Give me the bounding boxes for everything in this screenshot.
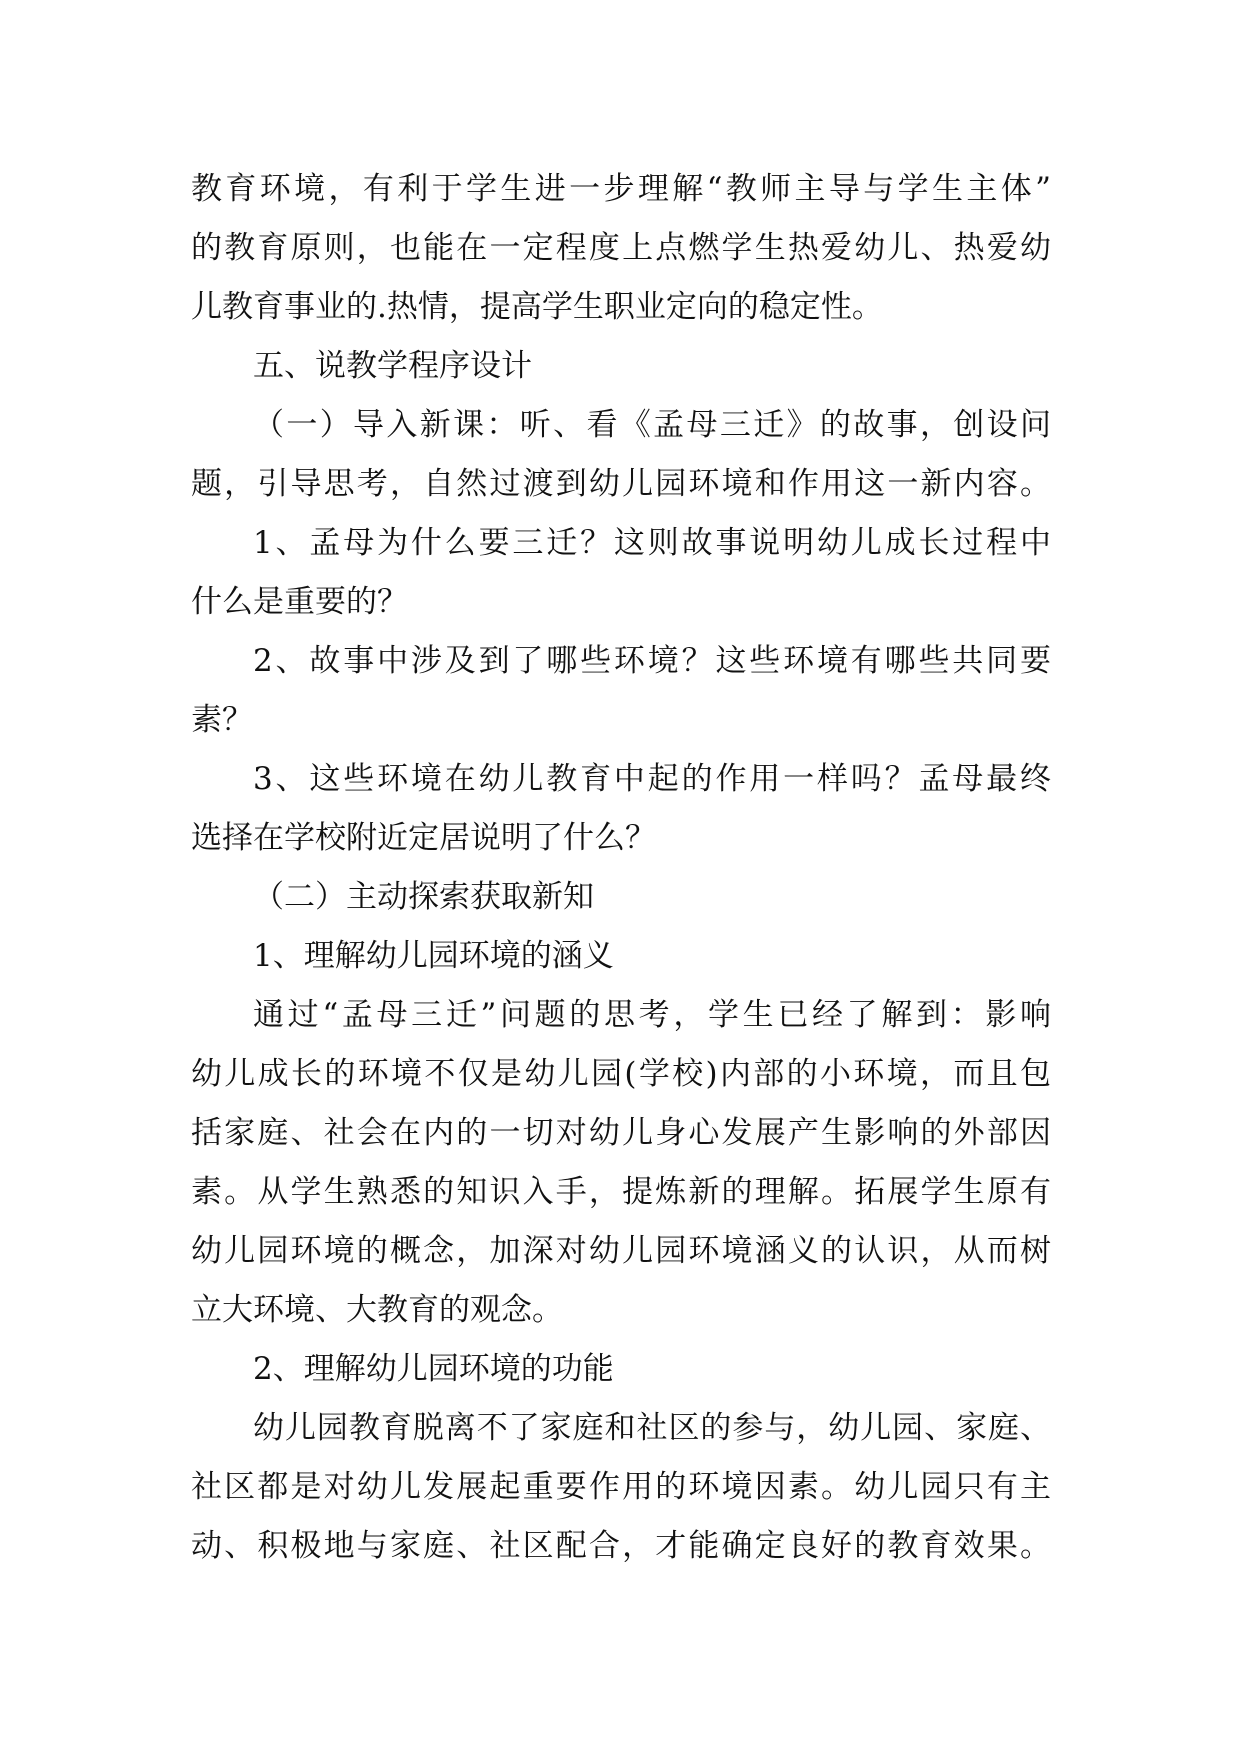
text-line: 题，引导思考，自然过渡到幼儿园环境和作用这一新内容。	[191, 466, 1051, 502]
text-line: 素。从学生熟悉的知识入手，提炼新的理解。拓展学生原有	[191, 1174, 1051, 1210]
text-line: 的教育原则，也能在一定程度上点燃学生热爱幼儿、热爱幼	[191, 230, 1051, 266]
question-item: 1、孟母为什么要三迁？这则故事说明幼儿成长过程中	[253, 525, 1051, 561]
section-heading: 五、说教学程序设计	[253, 348, 532, 384]
paragraph-start: 幼儿园教育脱离不了家庭和社区的参与，幼儿园、家庭、	[253, 1410, 1051, 1446]
question-item: 2、故事中涉及到了哪些环境？这些环境有哪些共同要	[253, 643, 1051, 679]
text-line: 幼儿园环境的概念，加深对幼儿园环境涵义的认识，从而树	[191, 1233, 1051, 1269]
subsection-heading: （二）主动探索获取新知	[253, 879, 594, 915]
text-line: 选择在学校附近定居说明了什么？	[191, 820, 656, 856]
text-line: 儿教育事业的.热情，提高学生职业定向的稳定性。	[191, 289, 883, 325]
text-line: 什么是重要的？	[191, 584, 408, 620]
text-line: 立大环境、大教育的观念。	[191, 1292, 563, 1328]
item-heading: 1、理解幼儿园环境的涵义	[253, 938, 614, 974]
question-item: 3、这些环境在幼儿教育中起的作用一样吗？孟母最终	[253, 761, 1051, 797]
text-line: 括家庭、社会在内的一切对幼儿身心发展产生影响的外部因	[191, 1115, 1051, 1151]
document-body	[191, 160, 1051, 1576]
paragraph-start: 通过“孟母三迁”问题的思考，学生已经了解到：影响	[253, 997, 1051, 1033]
text-line: 动、积极地与家庭、社区配合，才能确定良好的教育效果。	[191, 1528, 1051, 1564]
subsection-heading: （一）导入新课：听、看《孟母三迁》的故事，创设问	[253, 407, 1051, 443]
item-heading: 2、理解幼儿园环境的功能	[253, 1351, 614, 1387]
text-line: 素？	[191, 702, 253, 738]
text-line: 教育环境，有利于学生进一步理解“教师主导与学生主体”	[191, 171, 1051, 207]
text-line: 幼儿成长的环境不仅是幼儿园(学校)内部的小环境，而且包	[191, 1056, 1051, 1092]
text-line: 社区都是对幼儿发展起重要作用的环境因素。幼儿园只有主	[191, 1469, 1051, 1505]
